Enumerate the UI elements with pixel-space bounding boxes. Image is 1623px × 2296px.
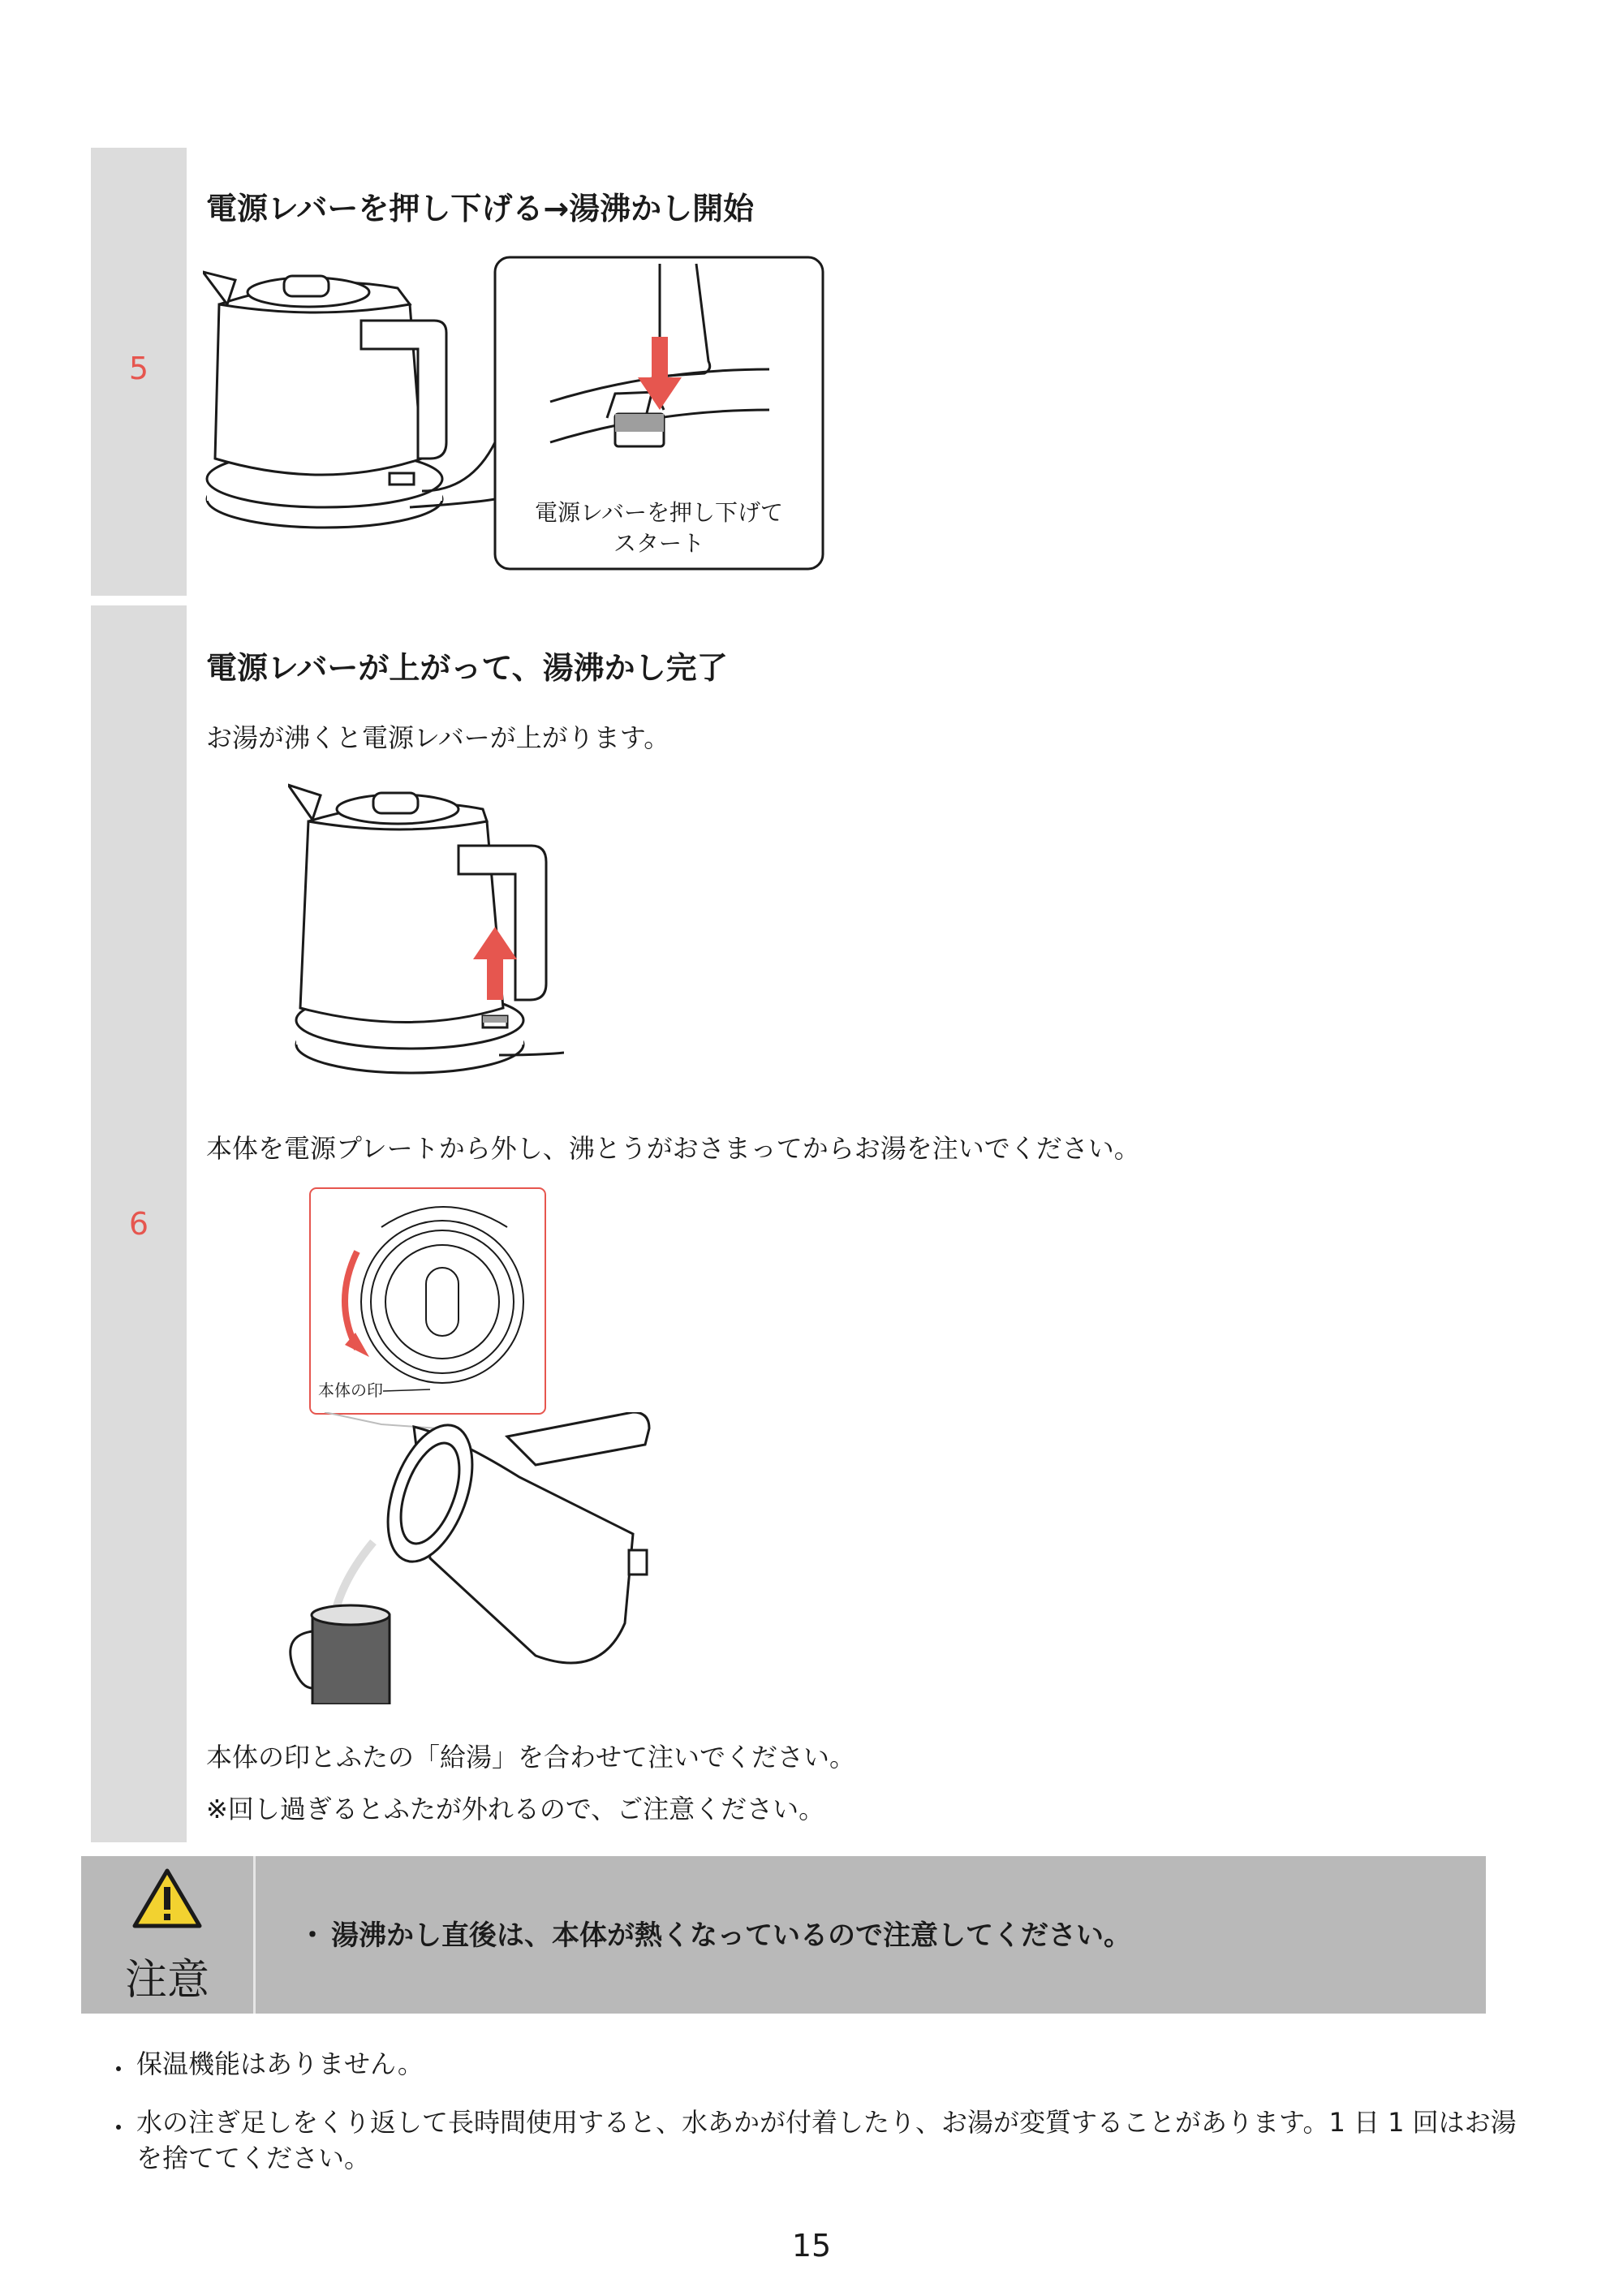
warning-icon [131,1867,203,1931]
note-1-bullet: ・ [105,2054,132,2085]
caution-text: 湯沸かし直後は、本体が熱くなっているので注意してください。 [331,1919,1131,1952]
step-6-text-1: お湯が沸くと電源レバーが上がります。 [206,722,670,753]
callout-line-2: スタート [613,530,705,557]
callout-line-1: 電源レバーを押し下げて [534,499,784,526]
step-6-number: 6 [128,1206,149,1242]
step-6-heading: 電源レバーが上がって、湯沸かし完了 [206,650,728,686]
note-2-bullet: ・ [105,2113,132,2143]
caution-label: 注意 [124,1956,209,2005]
lever-callout-illustration [493,256,824,571]
step-6-text-4: ※回し過ぎるとふたが外れるので、ご注意ください。 [206,1794,825,1824]
caution-bullet: ・ [299,1919,326,1952]
pouring-kettle-illustration [276,1412,665,1704]
note-2-text: 水の注ぎ足しをくり返して長時間使用すると、水あかが付着したり、お湯が変質することがあります。1 日 1 回はお湯を捨ててください。 [136,2107,1517,2173]
step-6-text-3: 本体の印とふたの「給湯」を合わせて注いでください。 [206,1742,856,1773]
kettle-lever-up-illustration [288,773,564,1081]
note-1-text: 保温機能はありません。 [136,2048,424,2079]
step-6-text-2: 本体を電源プレートから外し、沸とうがおさまってからお湯を注いでください。 [206,1133,1140,1164]
step-5-heading: 電源レバーを押し下げる→湯沸かし開始 [206,191,755,226]
kettle-on-base-illustration [203,256,503,540]
caution-box [81,1856,1486,2014]
lid-alignment-callout-illustration [308,1187,548,1415]
caution-icon-cell [81,1856,256,2014]
page-number: 15 [791,2228,832,2264]
body-mark-label: 本体の印 [318,1381,383,1400]
step-5-number: 5 [128,351,149,386]
